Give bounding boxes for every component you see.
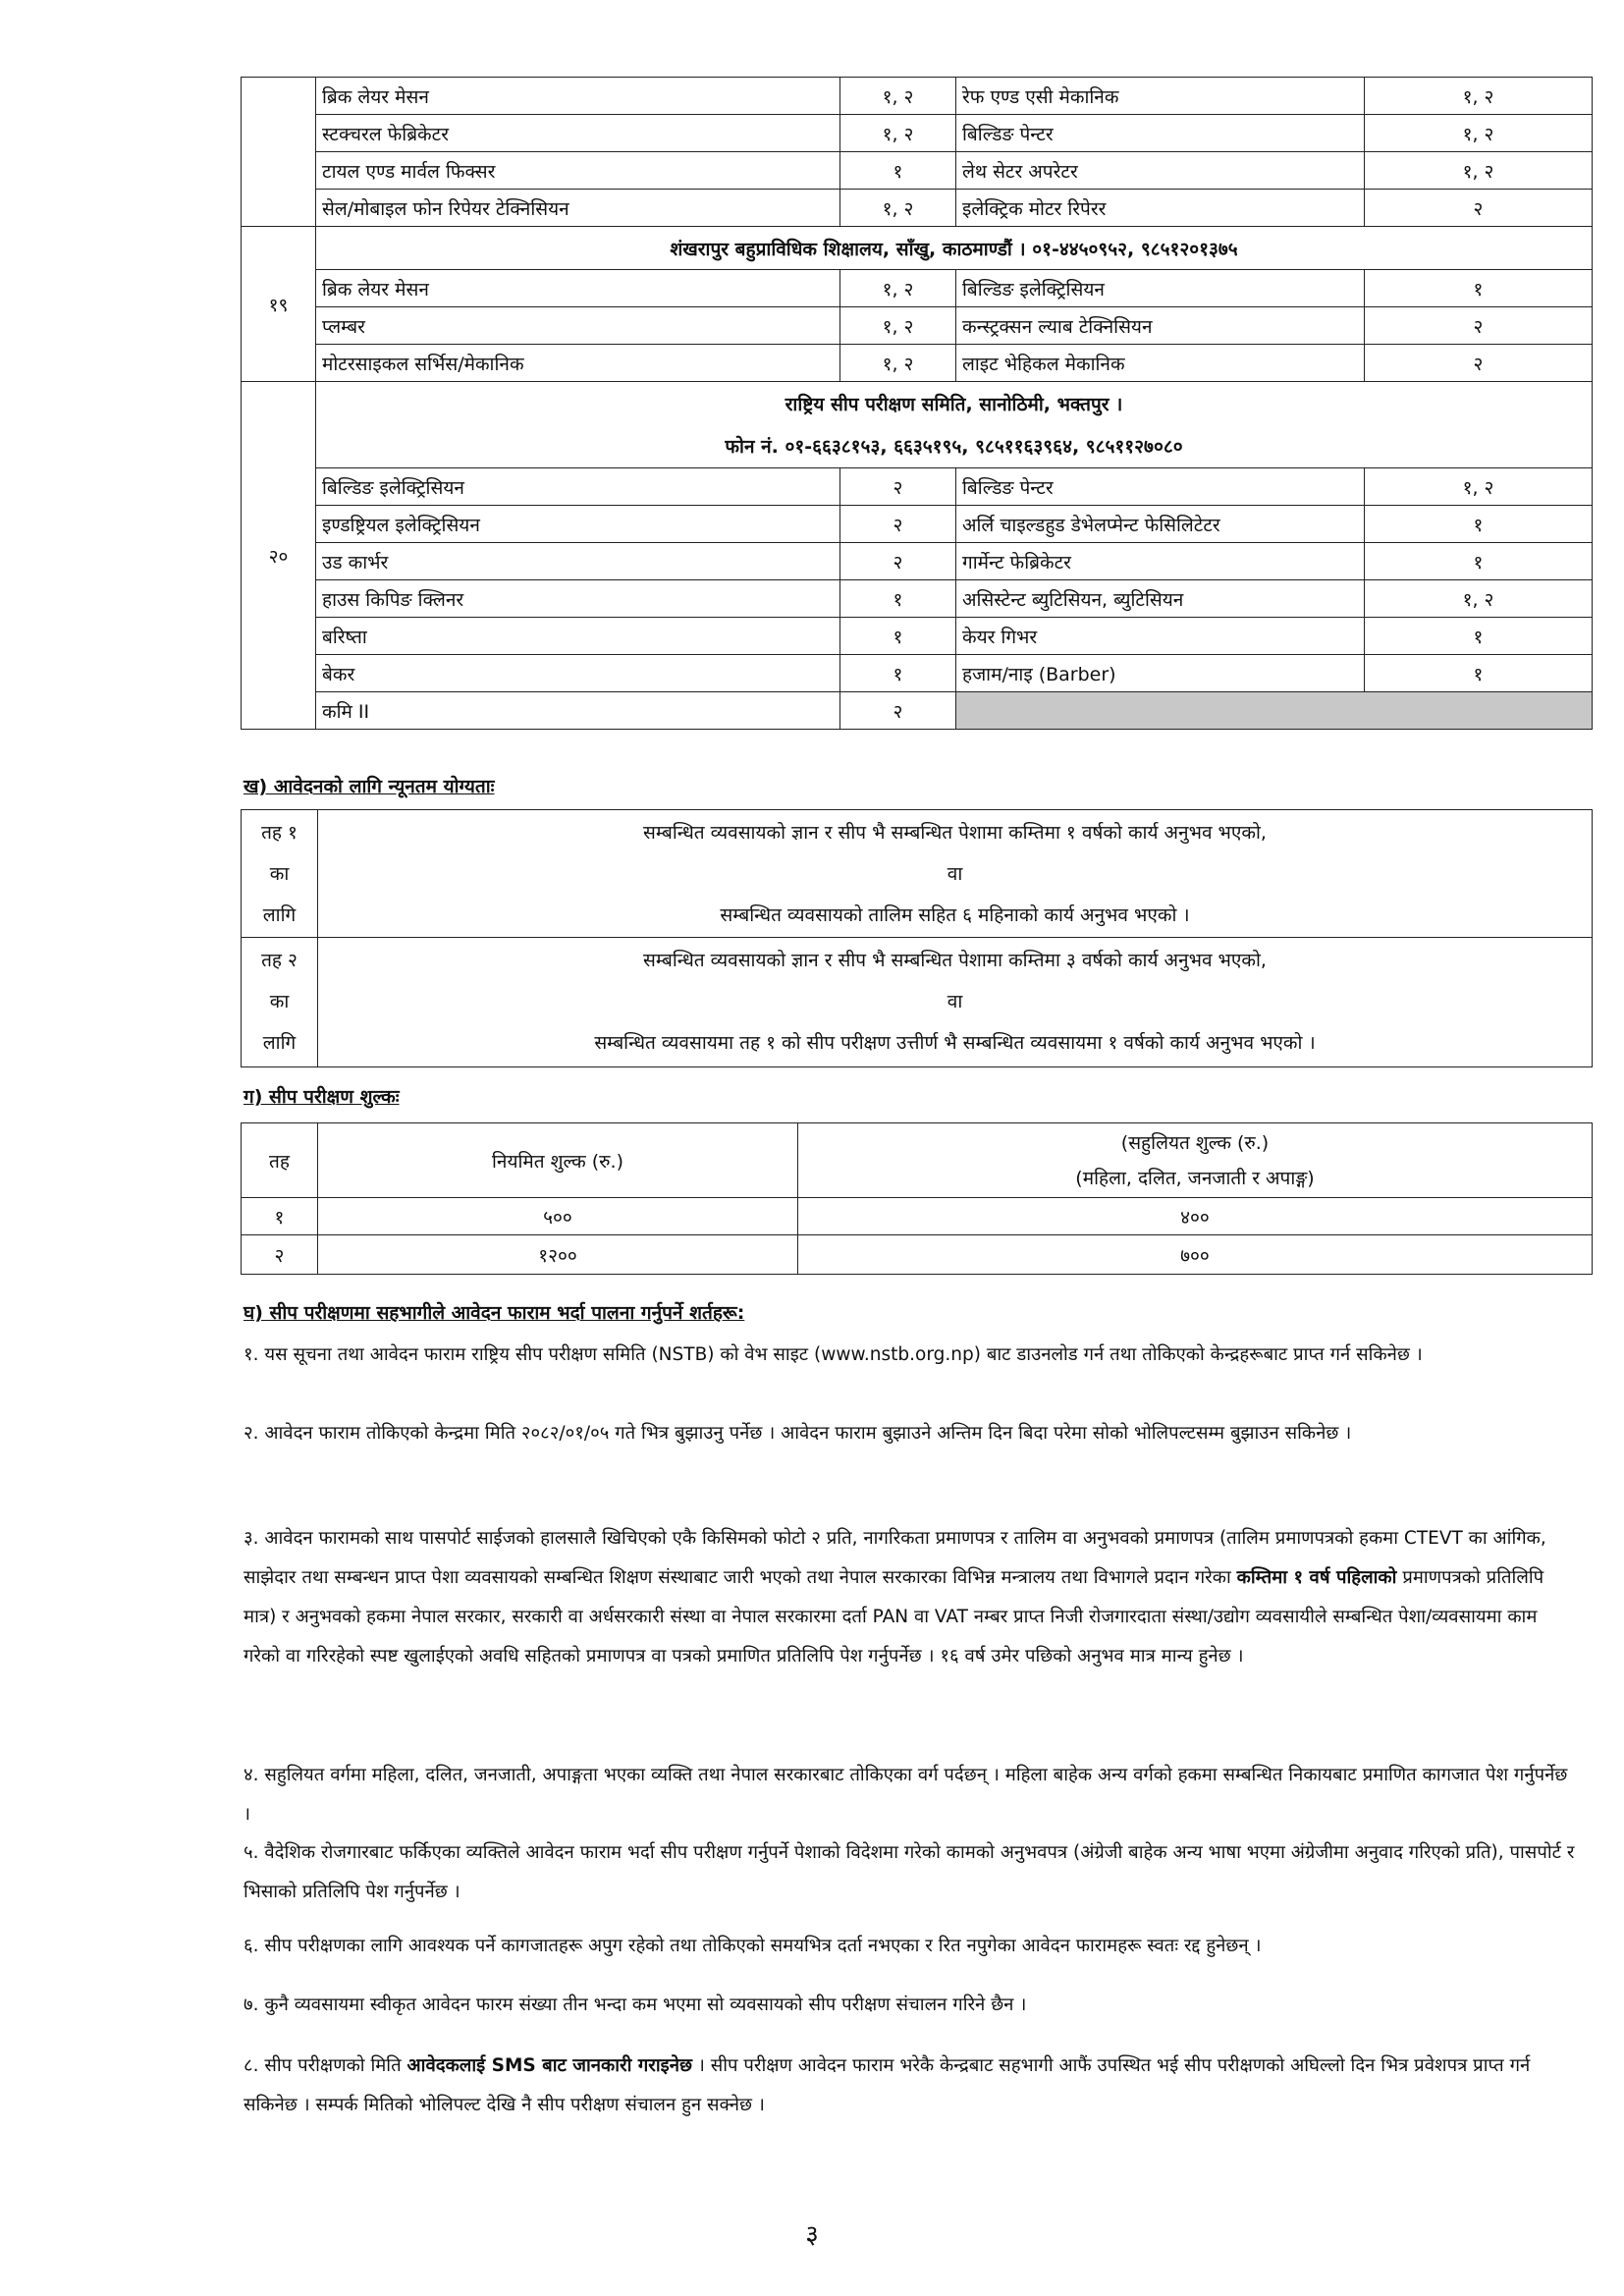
level-label-line: तह १: [261, 822, 298, 844]
eligibility-line: वा: [947, 991, 963, 1012]
section-kha-title: ख) आवेदनको लागि न्यूनतम योग्यताः: [244, 776, 495, 797]
table-row: [242, 1235, 1593, 1275]
occupation-cell: इण्डष्ट्रियल इलेक्ट्रिसियन: [316, 506, 840, 543]
level-cell: १: [1365, 543, 1593, 580]
level-cell: १: [840, 152, 956, 190]
level-cell: १, २: [1365, 78, 1593, 115]
level-cell: १, २: [1365, 152, 1593, 190]
level-cell: २: [840, 543, 956, 580]
condition-4: ४. सहुलियत वर्गमा महिला, दलित, जनजाती, अपाङ्गता भएका व्यक्ति तथा नेपाल सरकारबाट तोकिएका वर्ग पर्दछन् । महिला बाहेक अन्य वर्गको हकमा सम्बन्धित निकायबाट प्रमाणित कागजात पेश गर्नुपर्नेछ ।: [244, 1765, 1568, 1825]
table-row: [242, 345, 1593, 382]
eligibility-table: [241, 809, 1593, 1067]
eligibility-line: सम्बन्धित व्यवसायको तालिम सहित ६ महिनाको कार्य अनुभव भएको ।: [720, 904, 1190, 926]
occupation-cell: असिस्टेन्ट ब्युटिसियन, ब्युटिसियन: [956, 580, 1365, 618]
level-label-line: का: [269, 991, 290, 1012]
fee-regular-cell: १२००: [318, 1235, 798, 1275]
occupation-cell: बिल्डिङ पेन्टर: [956, 115, 1365, 152]
fee-level-cell: २: [242, 1235, 318, 1275]
condition-3-emphasis: कम्तिमा १ वर्ष पहिलाको: [1236, 1567, 1397, 1588]
eligibility-line: सम्बन्धित व्यवसायमा तह १ को सीप परीक्षण उत्तीर्ण भै सम्बन्धित व्यवसायमा १ वर्षको कार्य अनुभव भएको ।: [594, 1032, 1316, 1054]
occupation-cell: लेथ सेटर अपरेटर: [956, 152, 1365, 190]
level-label-line: लागि: [262, 1032, 297, 1054]
center-header: राष्ट्रिय सीप परीक्षण समिति, सानोठिमी, भक्तपुर ।: [316, 382, 1593, 425]
eligibility-line: सम्बन्धित व्यवसायको ज्ञान र सीप भै सम्बन्धित पेशामा कम्तिमा ३ वर्षको कार्य अनुभव भएको,: [643, 950, 1267, 971]
eligibility-line: वा: [947, 863, 963, 885]
table-row: [242, 810, 1593, 938]
level-label-line: तह २: [261, 950, 298, 971]
fee-regular-cell: ५००: [318, 1198, 798, 1235]
section-gha-title: घ) सीप परीक्षणमा सहभागीले आवेदन फाराम भर्दा पालना गर्नुपर्ने शर्तहरू:: [244, 1302, 745, 1324]
level-cell: १, २: [1365, 115, 1593, 152]
occupation-cell: हजाम/नाइ (Barber): [956, 655, 1365, 692]
center-header: शंखरापुर बहुप्राविधिक शिक्षालय, साँखु, काठमाण्डौं । ०१-४४५०९५२, ९८५१२०१३७५: [316, 227, 1593, 270]
eligibility-text-cell: [318, 810, 1593, 938]
condition-8-text: । सीप परीक्षण आवेदन फाराम भरेकै केन्द्रबाट सहभागी आफैं उपस्थित भई सीप परीक्षणको अघिल्लो दिन भित्र प्रवेशपत्र प्राप्त गर्न सकिनेछ । सम्पर्क मितिको भोलिपल्ट देखि नै सीप परीक्षण संचालन हुन सक्नेछ ।: [244, 2055, 1531, 2115]
table-row: [242, 425, 1593, 468]
occupation-cell: रेफ एण्ड एसी मेकानिक: [956, 78, 1365, 115]
level-label-cell: [242, 810, 318, 938]
fee-header-level: तह: [242, 1123, 318, 1198]
occupation-table: [241, 77, 1593, 730]
level-cell: १, २: [840, 190, 956, 227]
fee-concession-cell: ७००: [798, 1235, 1593, 1275]
condition-8-emphasis: आवेदकलाई SMS बाट जानकारी गराइनेछ: [406, 2055, 692, 2076]
level-cell: २: [840, 468, 956, 506]
level-cell: १: [1365, 506, 1593, 543]
fee-header-line: (महिला, दलित, जनजाती र अपाङ्ग): [1075, 1167, 1315, 1189]
level-cell: १, २: [840, 345, 956, 382]
condition-6: ६. सीप परीक्षणका लागि आवश्यक पर्ने कागजातहरू अपुग रहेको तथा तोकिएको समयभित्र दर्ता नभएका र रित नपुगेका आवेदन फारामहरू स्वतः रद्द हुनेछन् ।: [244, 1936, 1262, 1956]
level-cell: १, २: [840, 270, 956, 307]
block-number-cell: २०: [242, 382, 316, 730]
condition-3: [244, 1519, 1575, 1676]
occupation-cell: इलेक्ट्रिक मोटर रिपेरर: [956, 190, 1365, 227]
level-label-line: का: [269, 863, 290, 885]
level-cell: १: [840, 655, 956, 692]
table-row: [242, 115, 1593, 152]
section-ga-title: ग) सीप परीक्षण शुल्कः: [244, 1086, 400, 1108]
empty-shaded-cell: [956, 692, 1593, 730]
table-row: [242, 1198, 1593, 1235]
fee-header-line: (सहुलियत शुल्क (रु.): [1120, 1131, 1270, 1154]
fee-table: [241, 1122, 1593, 1275]
level-cell: १, २: [840, 115, 956, 152]
table-row: [242, 692, 1593, 730]
condition-1: १. यस सूचना तथा आवेदन फाराम राष्ट्रिय सीप परीक्षण समिति (NSTB) को वेभ साइट (www.nstb.org.np) बाट डाउनलोड गर्न तथा तोकिएको केन्द्रहरूबाट प्राप्त गर्न सकिनेछ ।: [244, 1344, 1423, 1365]
occupation-cell: ब्रिक लेयर मेसन: [316, 270, 840, 307]
level-cell: २: [1365, 345, 1593, 382]
occupation-cell: टायल एण्ड मार्वल फिक्सर: [316, 152, 840, 190]
table-row: [242, 655, 1593, 692]
level-cell: १: [1365, 270, 1593, 307]
occupation-cell: स्टक्चरल फेब्रिकेटर: [316, 115, 840, 152]
fee-header-regular: नियमित शुल्क (रु.): [318, 1123, 798, 1198]
condition-8: [244, 2047, 1575, 2125]
occupation-cell: गार्मेन्ट फेब्रिकेटर: [956, 543, 1365, 580]
occupation-cell: उड कार्भर: [316, 543, 840, 580]
table-row: [242, 543, 1593, 580]
level-cell: १, २: [840, 78, 956, 115]
occupation-cell: मोटरसाइकल सर्भिस/मेकानिक: [316, 345, 840, 382]
block-number-cell: १९: [242, 227, 316, 382]
level-cell: १, २: [840, 307, 956, 345]
level-cell: १, २: [1365, 468, 1593, 506]
block-number-cell: [242, 78, 316, 227]
table-row: [242, 190, 1593, 227]
condition-8-text: ८. सीप परीक्षणको मिति: [244, 2055, 402, 2076]
level-cell: १, २: [1365, 580, 1593, 618]
table-row: [242, 78, 1593, 115]
eligibility-line: सम्बन्धित व्यवसायको ज्ञान र सीप भै सम्बन्धित पेशामा कम्तिमा १ वर्षको कार्य अनुभव भएको,: [643, 822, 1267, 844]
fee-concession-cell: ४००: [798, 1198, 1593, 1235]
center-phone: फोन नं. ०१-६६३८१५३, ६६३५१९५, ९८५११६३९६४, ९८५११२७०८०: [316, 425, 1593, 468]
level-cell: १: [1365, 655, 1593, 692]
fee-header-concession: [798, 1123, 1593, 1198]
occupation-cell: बेकर: [316, 655, 840, 692]
occupation-cell: बिल्डिङ इलेक्ट्रिसियन: [316, 468, 840, 506]
table-row: [242, 1123, 1593, 1198]
condition-2: २. आवेदन फाराम तोकिएको केन्द्रमा मिति २०८२/०१/०५ गते भित्र बुझाउनु पर्नेछ । आवेदन फाराम बुझाउने अन्तिम दिन बिदा परेमा सोको भोलिपल्टसम्म बुझाउन सकिनेछ ।: [244, 1423, 1352, 1444]
table-row: [242, 506, 1593, 543]
table-row: [242, 468, 1593, 506]
occupation-cell: लाइट भेहिकल मेकानिक: [956, 345, 1365, 382]
occupation-cell: बिल्डिङ इलेक्ट्रिसियन: [956, 270, 1365, 307]
table-row: [242, 227, 1593, 270]
occupation-cell: ब्रिक लेयर मेसन: [316, 78, 840, 115]
occupation-cell: अर्लि चाइल्डहुड डेभेलप्मेन्ट फेसिलिटेटर: [956, 506, 1365, 543]
level-cell: २: [840, 506, 956, 543]
eligibility-text-cell: [318, 938, 1593, 1067]
occupation-cell: बिल्डिङ पेन्टर: [956, 468, 1365, 506]
condition-7: ७. कुनै व्यवसायमा स्वीकृत आवेदन फारम संख्या तीन भन्दा कम भएमा सो व्यवसायको सीप परीक्षण संचालन गरिने छैन ।: [244, 1995, 1027, 2015]
occupation-cell: कन्स्ट्रक्सन ल्याब टेक्निसियन: [956, 307, 1365, 345]
table-row: [242, 382, 1593, 425]
page-number: ३: [805, 2220, 819, 2250]
table-row: [242, 580, 1593, 618]
level-cell: २: [1365, 307, 1593, 345]
occupation-cell: प्लम्बर: [316, 307, 840, 345]
condition-3-text: ३. आवेदन फारामको साथ पासपोर्ट साईजको हालसालै खिचिएको एकै किसिमको फोटो २ प्रति, नागरिकता प्रमाणपत्र र तालिम वा अनुभवको प्रमाणपत्र (तालिम प्रमाणपत्रको हकमा CTEVT का आंगिक, साझेदार तथा सम्बन्धन प्राप्त पेशा व्यवसायको सम्बन्धित शिक्षण संस्थाबाट जारी भएको तथा नेपाल सरकारका विभिन्न मन्त्रालय तथा विभागले प्रदान गरेका: [244, 1528, 1546, 1588]
table-row: [242, 270, 1593, 307]
occupation-cell: बरिष्ता: [316, 618, 840, 655]
level-cell: २: [1365, 190, 1593, 227]
level-cell: १: [1365, 618, 1593, 655]
table-row: [242, 152, 1593, 190]
table-row: [242, 938, 1593, 1067]
occupation-cell: केयर गिभर: [956, 618, 1365, 655]
occupation-cell: हाउस किपिङ क्लिनर: [316, 580, 840, 618]
level-cell: १: [840, 618, 956, 655]
level-label-line: लागि: [262, 904, 297, 926]
level-cell: २: [840, 692, 956, 730]
table-row: [242, 307, 1593, 345]
condition-3-text: प्रमाणपत्रको प्रतिलिपि मात्र) र अनुभवको हकमा नेपाल सरकार, सरकारी वा अर्धसरकारी संस्था वा नेपाल सरकारमा दर्ता PAN वा VAT नम्बर प्राप्त निजी रोजगारदाता संस्था/उद्योग व्यवसायीले सम्बन्धित पेशा/व्यवसायमा काम गरेको वा गरिरहेको स्पष्ट खुलाईएको अवधि सहितको प्रमाणपत्र वा पत्रको प्रमाणित प्रतिलिपि पेश गर्नुपर्नेछ । १६ वर्ष उमेर पछिको अनुभव मात्र मान्य हुनेछ ।: [244, 1567, 1544, 1667]
occupation-cell: सेल/मोबाइल फोन रिपेयर टेक्निसियन: [316, 190, 840, 227]
fee-level-cell: १: [242, 1198, 318, 1235]
level-cell: १: [840, 580, 956, 618]
condition-5: ५. वैदेशिक रोजगारबाट फर्किएका व्यक्तिले आवेदन फाराम भर्दा सीप परीक्षण गर्नुपर्ने पेशाको विदेशमा गरेको कामको अनुभवपत्र (अंग्रेजी बाहेक अन्य भाषा भएमा अंग्रेजीमा अनुवाद गरिएको प्रति), पासपोर्ट र भिसाको प्रतिलिपि पेश गर्नुपर्नेछ ।: [244, 1842, 1575, 1902]
occupation-cell: कमि II: [316, 692, 840, 730]
table-row: [242, 618, 1593, 655]
level-label-cell: [242, 938, 318, 1067]
